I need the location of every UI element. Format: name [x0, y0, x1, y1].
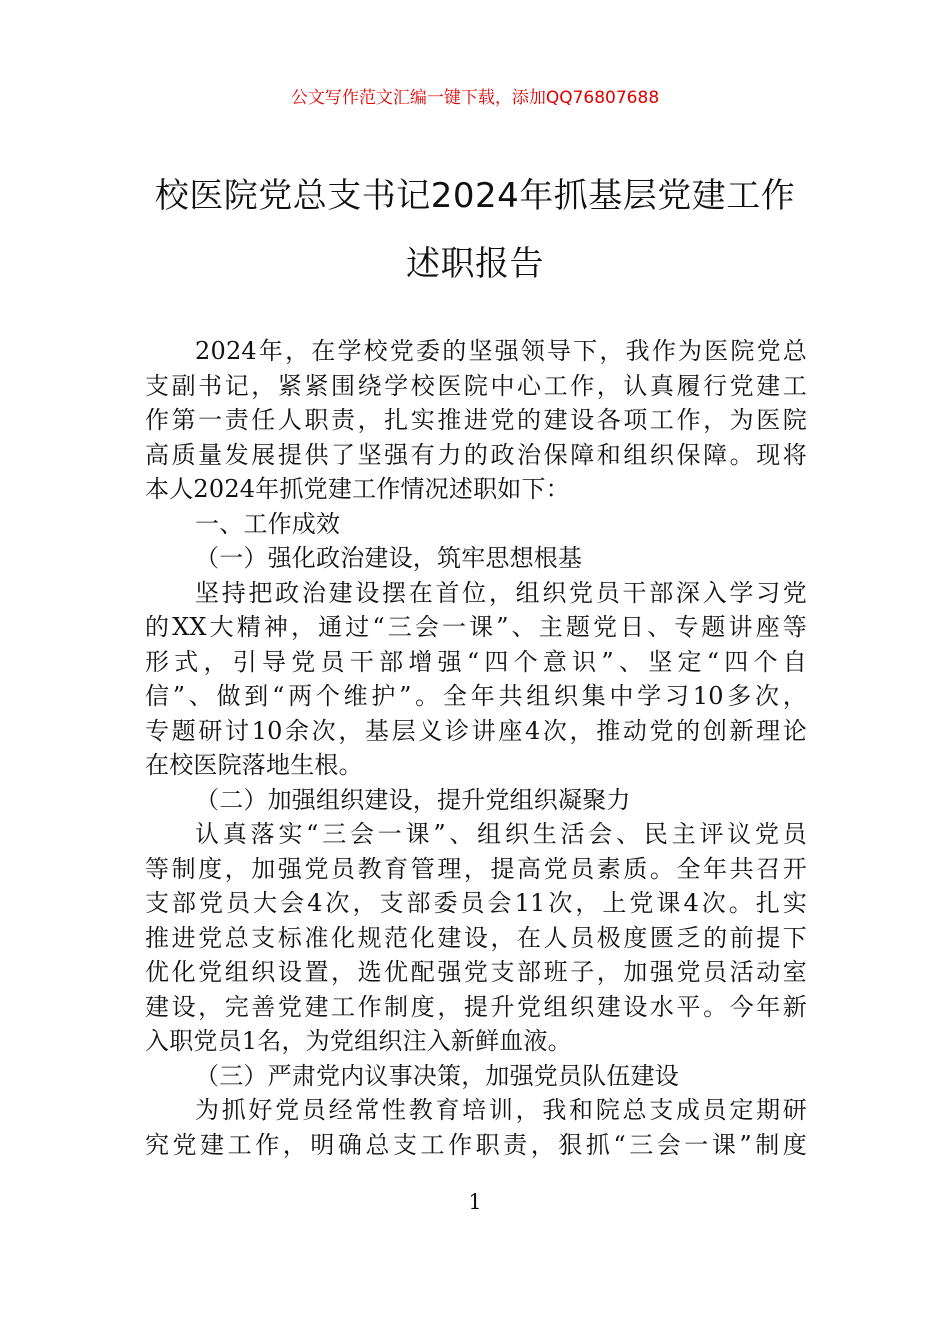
paragraph-line: 2024年，在学校党委的坚强领导下，我作为医院党总	[195, 337, 807, 365]
paragraph-line: 入职党员1名，为党组织注入新鲜血液。	[145, 1027, 572, 1055]
paragraph-line: 究党建工作，明确总支工作职责，狠抓“三会一课”制度	[145, 1130, 807, 1159]
page-number: 1	[468, 1190, 482, 1214]
paragraph-line: 本人2024年抓党建工作情况述职如下：	[145, 475, 570, 503]
paragraph-line: 建设，完善党建工作制度，提升党组织建设水平。今年新	[145, 992, 807, 1021]
subsection-heading: （三）严肃党内议事决策，加强党员队伍建设	[195, 1061, 679, 1090]
header-note: 公文写作范文汇编一键下载，添加QQ76807688	[290, 88, 660, 108]
paragraph-line: 作第一责任人职责，扎实推进党的建设各项工作，为医院	[145, 406, 807, 434]
paragraph-line: 优化党组织设置，选优配强党支部班子，加强党员活动室	[145, 958, 807, 986]
paragraph-line: 在校医院落地生根。	[145, 751, 363, 779]
document-title-line-1: 校医院党总支书记2024年抓基层党建工作	[154, 176, 796, 216]
paragraph-line: 支副书记，紧紧围绕学校医院中心工作，认真履行党建工	[145, 371, 807, 400]
section-heading: 一、工作成效	[195, 509, 341, 538]
paragraph-line: 支部党员大会4次，支部委员会11次，上党课4次。扎实	[145, 889, 807, 917]
paragraph-line: 形式，引导党员干部增强“四个意识”、坚定“四个自	[145, 647, 807, 676]
paragraph-line: 为抓好党员经常性教育培训，我和院总支成员定期研	[195, 1096, 807, 1124]
paragraph-line: 的XX大精神，通过“三会一课”、主题党日、专题讲座等	[145, 613, 807, 641]
paragraph-line: 信”、做到“两个维护”。全年共组织集中学习10多次，	[145, 682, 807, 710]
paragraph-line: 认真落实“三会一课”、组织生活会、民主评议党员	[195, 820, 807, 848]
subsection-heading: （二）加强组织建设，提升党组织凝聚力	[195, 785, 631, 814]
document-title-line-2: 述职报告	[406, 244, 544, 284]
paragraph-line: 高质量发展提供了坚强有力的政治保障和组织保障。现将	[145, 440, 807, 469]
paragraph-line: 等制度，加强党员教育管理，提高党员素质。全年共召开	[145, 854, 807, 883]
body-text	[145, 334, 807, 1162]
paragraph-line: 专题研讨10余次，基层义诊讲座4次，推动党的创新理论	[145, 716, 807, 745]
paragraph-line: 推进党总支标准化规范化建设，在人员极度匮乏的前提下	[145, 923, 807, 952]
subsection-heading: （一）强化政治建设，筑牢思想根基	[195, 544, 583, 572]
paragraph-line: 坚持把政治建设摆在首位，组织党员干部深入学习党	[195, 578, 807, 607]
